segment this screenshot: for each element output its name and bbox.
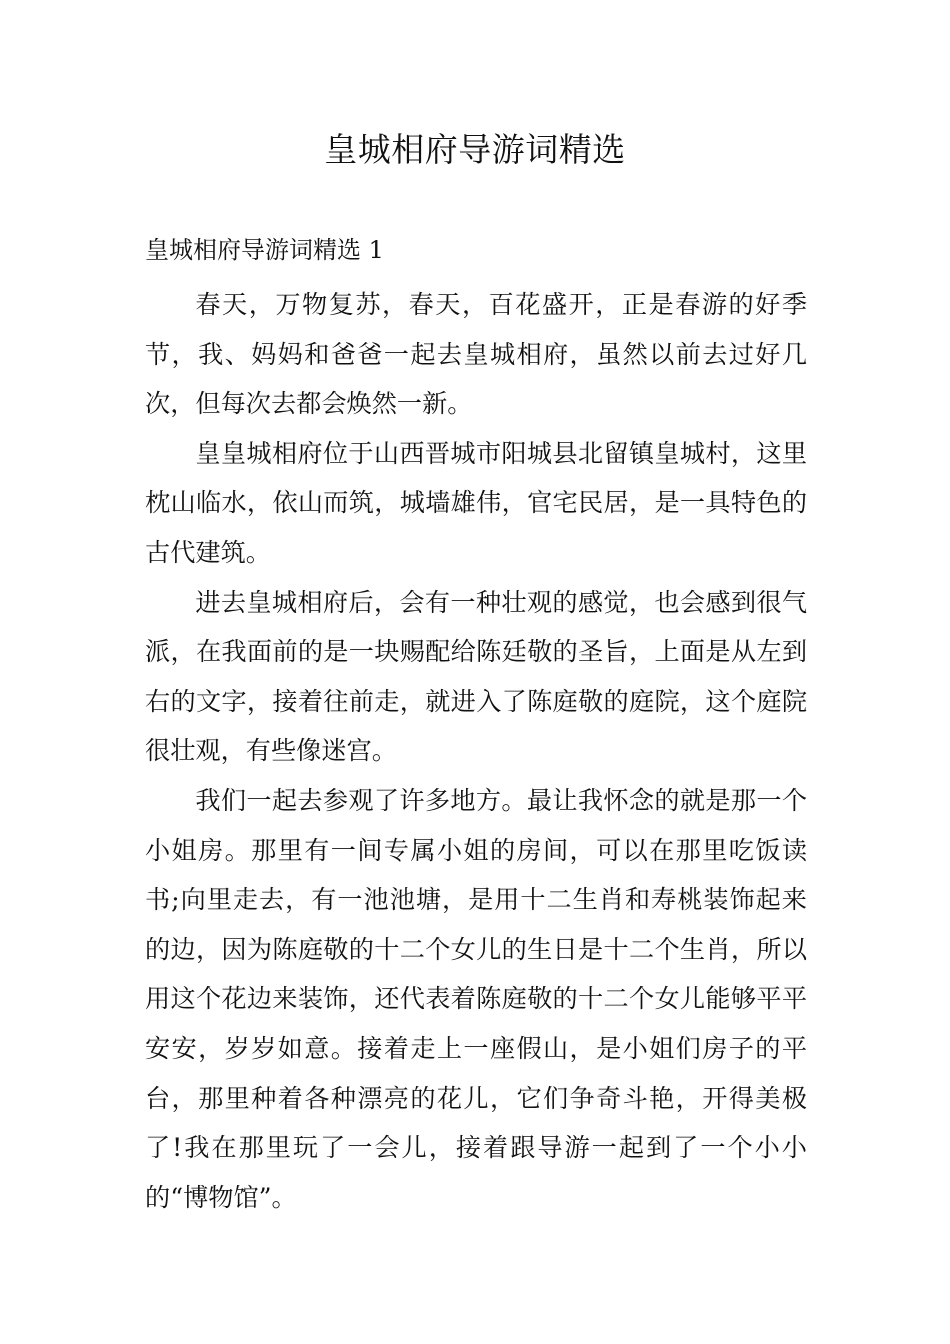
body-text [145, 280, 807, 1222]
paragraph: 进去皇城相府后，会有一种壮观的感觉，也会感到很气派，在我面前的是一块赐配给陈廷敬的圣旨，上面是从左到右的文字，接着往前走，就进入了陈庭敬的庭院，这个庭院很壮观，有些像迷宫。 [145, 587, 807, 766]
paragraph: 我们一起去参观了许多地方。最让我怀念的就是那一个小姐房。那里有一间专属小姐的房间，可以在那里吃饭读书;向里走去，有一池池塘，是用十二生肖和寿桃装饰起来的边，因为陈庭敬的十二个女儿的生日是十二个生肖，所以用这个花边来装饰，还代表着陈庭敬的十二个女儿能够平平安安，岁岁如意。接着走上一座假山，是小姐们房子的平台，那里种着各种漂亮的花儿，它们争奇斗艳，开得美极了!我在那里玩了一会儿，接着跟导游一起到了一个小小的“博物馆”。 [145, 785, 807, 1212]
document-title: 皇城相府导游词精选 [324, 130, 626, 169]
paragraph: 春天，万物复苏，春天，百花盛开，正是春游的好季节，我、妈妈和爸爸一起去皇城相府，虽然以前去过好几次，但每次去都会焕然一新。 [145, 290, 807, 419]
section-heading: 皇城相府导游词精选 1 [145, 236, 384, 264]
paragraph: 皇皇城相府位于山西晋城市阳城县北留镇皇城村，这里枕山临水，依山而筑，城墙雄伟，官宅民居，是一具特色的古代建筑。 [145, 438, 807, 567]
